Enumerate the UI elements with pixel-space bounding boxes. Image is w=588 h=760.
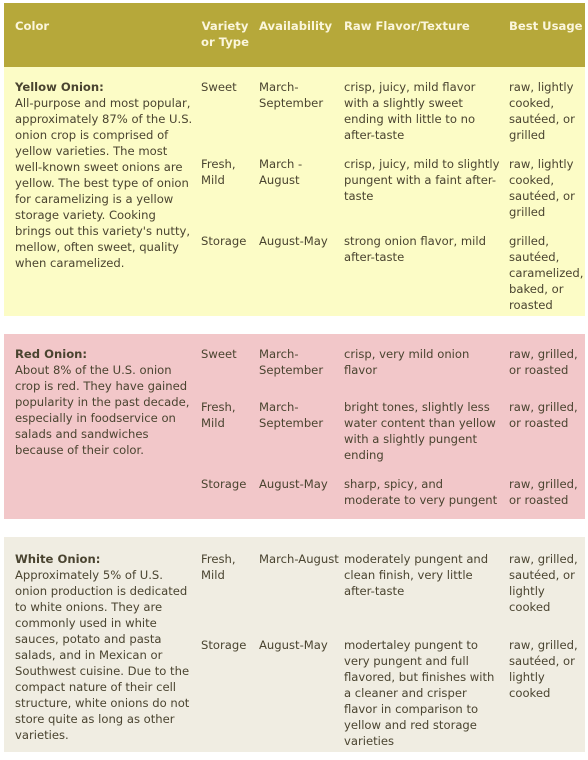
yellow-onion-description <box>15 79 195 271</box>
yellow-onion-title: Yellow Onion: <box>15 80 104 94</box>
table-cell: modertaley pungent to very pungent and full flavored, but finishes with a cleaner and crisper flavor in comparison to yellow and red storage varieties <box>344 638 495 748</box>
table-cell: Sweet <box>201 347 237 361</box>
table-header <box>4 3 585 67</box>
table-cell: Storage <box>201 477 247 491</box>
yellow-onion-section <box>4 67 585 316</box>
table-cell: crisp, juicy, mild flavor with a slightly sweet ending with little to no after-taste <box>344 80 476 142</box>
table-cell: August-May <box>259 234 328 248</box>
white-onion-section <box>4 537 585 752</box>
table-cell: moderately pungent and clean finish, very little after-taste <box>344 552 489 598</box>
red-onion-title: Red Onion: <box>15 347 88 361</box>
table-cell: Sweet <box>201 80 237 94</box>
table-cell: March-September <box>259 80 324 110</box>
header-flavor: Raw Flavor/Texture <box>344 19 470 33</box>
header-usage: Best Usage <box>509 19 583 33</box>
table-cell: raw, lightly cooked, sautéed, or grilled <box>509 80 575 142</box>
yellow-onion-text: All-purpose and most popular, approximately 87% of the U.S. onion crop is comprised of yellow varieties. The most well-known sweet onions are yellow. The best type of onion for caramelizing is a yellow storage variety. Cooking brings out this variety's nutty, mellow, often sweet, quality when caramelized. <box>15 96 193 270</box>
table-cell: raw, grilled, sautéed, or lightly cooked <box>509 638 578 700</box>
table-cell: crisp, very mild onion flavor <box>344 347 470 377</box>
table-cell: August-May <box>259 638 328 652</box>
table-cell: Fresh, Mild <box>201 400 236 430</box>
table-cell: bright tones, slightly less water content than yellow with a slightly pungent ending <box>344 400 496 462</box>
table-cell: Fresh, Mild <box>201 157 236 187</box>
table-cell: raw, grilled, or roasted <box>509 400 578 430</box>
red-onion-section <box>4 334 585 519</box>
white-onion-text: Approximately 5% of U.S. onion production is dedicated to white onions. They are commonly used in white sauces, potato and pasta salads, and in Mexican or Southwest cuisine. Due to the compact nature of their cell structure, white onions do not store quite as long as other varieties. <box>15 568 190 742</box>
table-cell: crisp, juicy, mild to slightly pungent with a faint after-taste <box>344 157 500 203</box>
white-onion-title: White Onion: <box>15 552 101 566</box>
table-cell: March-September <box>259 347 324 377</box>
table-cell: March - August <box>259 157 303 187</box>
red-onion-text: About 8% of the U.S. onion crop is red. They have gained popularity in the past decade, especially in foodservice on salads and sandwiches because of their color. <box>15 363 190 457</box>
table-cell: Storage <box>201 638 247 652</box>
table-cell: raw, grilled, or roasted <box>509 347 578 377</box>
table-cell: grilled, sautéed, caramelized, baked, or roasted <box>509 234 584 312</box>
table-cell: Fresh, Mild <box>201 552 236 582</box>
table-cell: March-August <box>259 552 339 566</box>
table-cell: raw, grilled, or roasted <box>509 477 578 507</box>
table-cell: March-September <box>259 400 324 430</box>
header-availability: Availability <box>259 19 333 33</box>
table-cell: raw, grilled, sautéed, or lightly cooked <box>509 552 578 614</box>
header-variety: Variety or Type <box>201 19 249 49</box>
table-cell: August-May <box>259 477 328 491</box>
table-cell: raw, lightly cooked, sautéed, or grilled <box>509 157 575 219</box>
white-onion-description <box>15 551 195 743</box>
header-color: Color <box>15 19 50 33</box>
table-cell: sharp, spicy, and moderate to very pungent <box>344 477 498 507</box>
red-onion-description <box>15 346 195 458</box>
table-cell: Storage <box>201 234 247 248</box>
table-cell: strong onion flavor, mild after-taste <box>344 234 486 264</box>
